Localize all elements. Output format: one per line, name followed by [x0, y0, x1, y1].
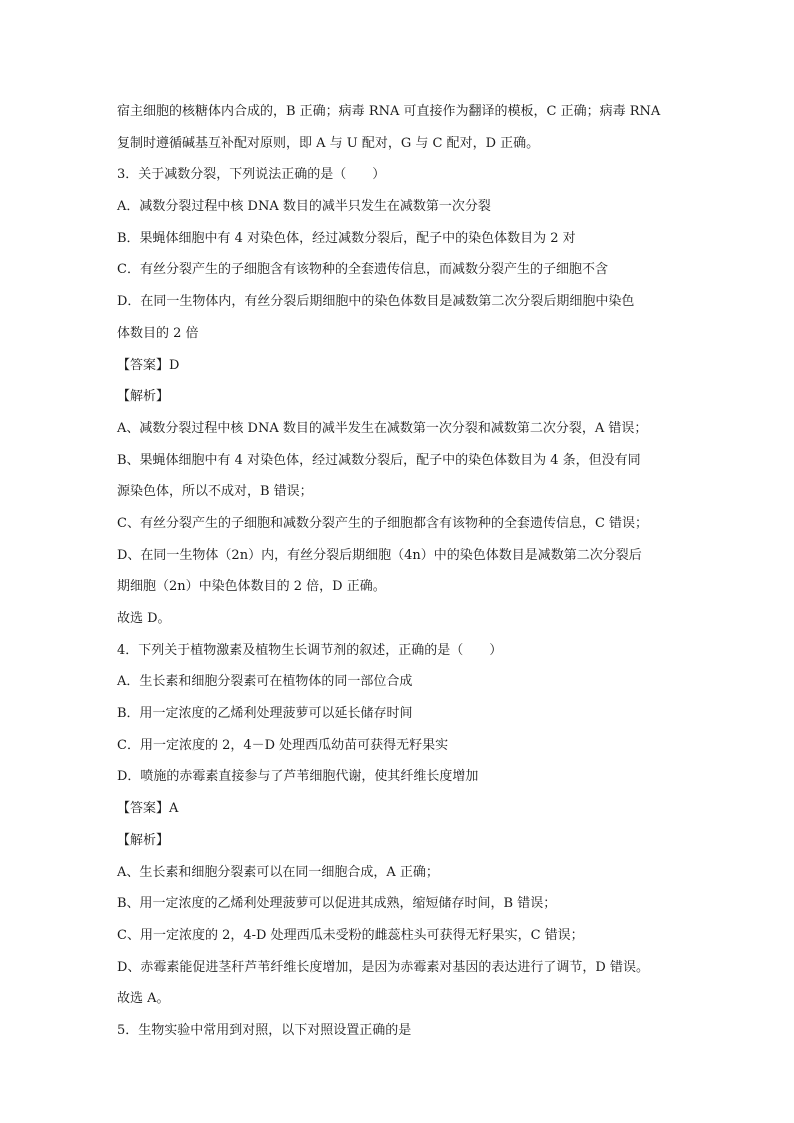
question-3-stem: 3．关于减数分裂，下列说法正确的是（ ） — [117, 167, 386, 183]
question-4-answer: 【答案】A — [117, 801, 179, 817]
question-3-option-a: A．减数分裂过程中核 DNA 数目的减半只发生在减数第一次分裂 — [117, 199, 491, 215]
question-3-answer: 【答案】D — [117, 357, 180, 373]
question-3-option-d: D．在同一生物体内，有丝分裂后期细胞中的染色体数目是减数第二次分裂后期细胞中染色 — [117, 294, 635, 310]
question-5-stem: 5．生物实验中常用到对照，以下对照设置正确的是 — [117, 1022, 412, 1038]
question-4-option-d: D．喷施的赤霉素直接参与了芦苇细胞代谢，使其纤维长度增加 — [117, 769, 479, 785]
question-3-option-c: C．有丝分裂产生的子细胞含有该物种的全套遗传信息，而减数分裂产生的子细胞不含 — [117, 262, 608, 278]
question-4-analysis-d: D、赤霉素能促进茎秆芦苇纤维长度增加，是因为赤霉素对基因的表达进行了调节，D 错误。 — [117, 959, 649, 975]
question-4-analysis-c: C、用一定浓度的 2，4-D 处理西瓜未受粉的雌蕊柱头可获得无籽果实，C 错误； — [117, 927, 584, 943]
question-4-option-b: B．用一定浓度的乙烯利处理菠萝可以延长储存时间 — [117, 706, 413, 722]
question-3-option-b: B．果蝇体细胞中有 4 对染色体，经过减数分裂后，配子中的染色体数目为 2 对 — [117, 230, 576, 246]
question-3-analysis-d-cont: 期细胞（2n）中染色体数目的 2 倍，D 正确。 — [117, 579, 386, 595]
question-3-analysis-c: C、有丝分裂产生的子细胞和减数分裂产生的子细胞都含有该物种的全套遗传信息，C 错误； — [117, 515, 649, 531]
text-line-2: 复制时遵循碱基互补配对原则，即 A 与 U 配对，G 与 C 配对，D 正确。 — [117, 135, 540, 151]
question-3-analysis-a: A、减数分裂过程中核 DNA 数目的减半发生在减数第一次分裂和减数第二次分裂，A 错误； — [117, 420, 648, 436]
question-3-analysis-b: B、果蝇体细胞中有 4 对染色体，经过减数分裂后，配子中的染色体数目为 4 条，但没有同 — [117, 452, 641, 468]
question-3-analysis-heading: 【解析】 — [117, 389, 170, 405]
question-3-analysis-b-cont: 源染色体，所以不成对，B 错误； — [117, 484, 313, 500]
document-body — [117, 100, 682, 1051]
question-4-analysis-a: A、生长素和细胞分裂素可以在同一细胞合成，A 正确； — [117, 864, 439, 880]
question-4-analysis-heading: 【解析】 — [117, 832, 170, 848]
question-4-analysis-b: B、用一定浓度的乙烯利处理菠萝可以促进其成熟，缩短储存时间，B 错误； — [117, 896, 557, 912]
question-4-option-a: A．生长素和细胞分裂素可在植物体的同一部位合成 — [117, 674, 413, 690]
question-4-stem: 4．下列关于植物激素及植物生长调节剂的叙述，正确的是（ ） — [117, 642, 503, 658]
question-3-conclusion: 故选 D。 — [117, 611, 171, 626]
question-4-option-c: C．用一定浓度的 2，4－D 处理西瓜幼苗可获得无籽果实 — [117, 737, 449, 753]
question-4-conclusion: 故选 A。 — [117, 991, 170, 1007]
text-line-1: 宿主细胞的核糖体内合成的，B 正确；病毒 RNA 可直接作为翻译的模板，C 正确；病毒 RNA — [117, 104, 661, 119]
question-3-analysis-d: D、在同一生物体（2n）内，有丝分裂后期细胞（4n）中的染色体数目是减数第二次分裂后 — [117, 547, 642, 563]
question-3-option-d-cont: 体数目的 2 倍 — [117, 325, 199, 341]
